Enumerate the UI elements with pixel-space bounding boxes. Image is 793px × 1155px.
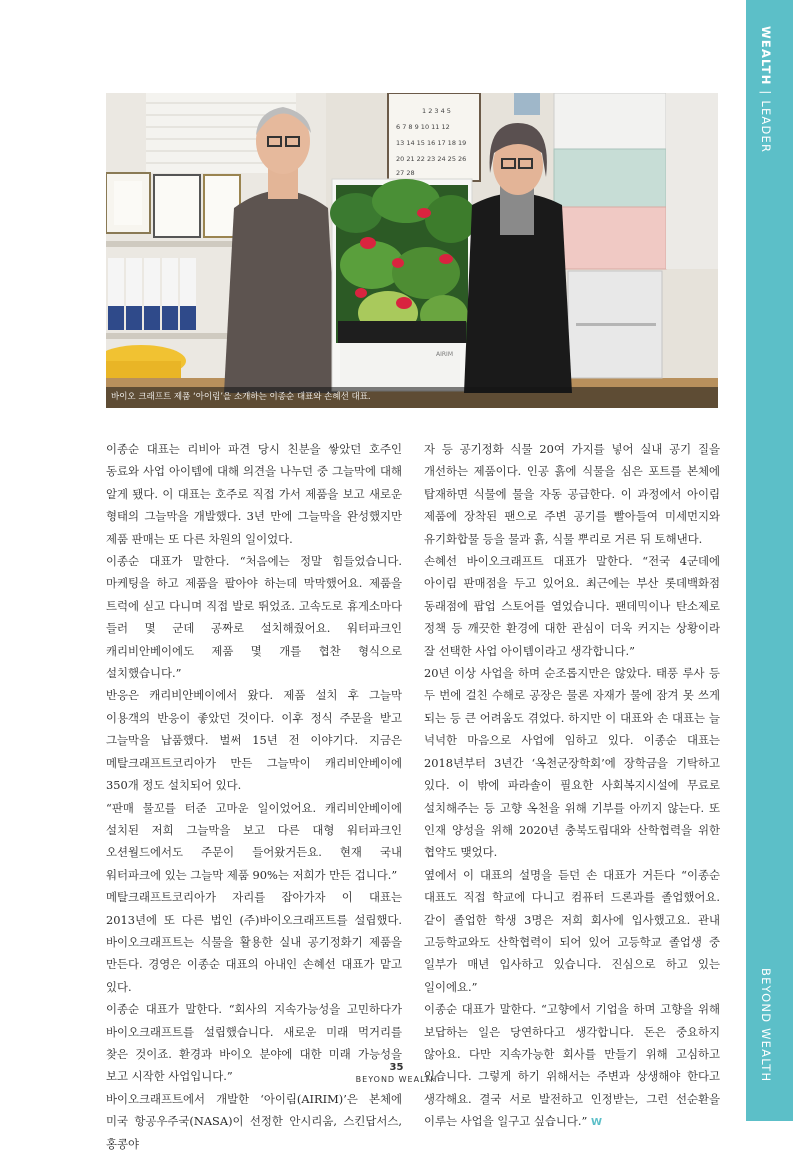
article-paragraph: 이종순 대표가 말한다. “회사의 지속가능성을 고민하다가 바이오크래프트를 설립했습니다. 새로운 미래 먹거리를 찾은 것이죠. 환경과 바이오 분야에 대한 미래 가능성을 보고 시작한 사업입니다.” <box>106 1002 402 1084</box>
photo-caption: 바이오 크래프트 제품 ‘아이림’을 소개하는 이종순 대표와 손혜선 대표. <box>111 392 371 402</box>
section-label-strong: WEALTH <box>759 26 773 86</box>
article-paragraph: 옆에서 이 대표의 설명을 듣던 손 대표가 거든다 “이종순 대표도 직접 학교에 다니고 컴퓨터 드론과를 졸업했어요. 같이 졸업한 학생 3명은 저희 회사에 입사했고요. 관내 고등학교와도 산학협력이 되어 있어 고등학교 졸업생 중 일부가 매년 입사하고 있습니다. 진심으로 하고 있는 일이에요.” <box>424 867 720 994</box>
calendar-row-3: 13 14 15 16 17 18 19 <box>396 139 467 147</box>
calendar-row-1: 1 2 3 4 5 <box>422 107 451 115</box>
section-label-separator: | <box>759 85 773 101</box>
article-paragraph: 이종순 대표는 리비아 파견 당시 친분을 쌓았던 호주인 동료와 사업 아이템에 대해 의견을 나누던 중 그늘막에 대해 알게 됐다. 이 대표는 호주로 직접 가서 제품을 보고 새로운 형태의 그늘막을 개발했다. 3년 만에 그늘막을 완성했지만 제품 판매는 또 다른 차원의 일이었다. <box>106 442 402 546</box>
folio-magazine-name: BEYOND WEALTH <box>355 1075 438 1084</box>
article-paragraph: 20년 이상 사업을 하며 순조롭지만은 않았다. 태풍 루사 등 두 번에 걸친 수해로 공장은 물론 자재가 물에 잠겨 못 쓰게 되는 등 큰 어려움도 겪었다. 하지만 이 대표와 손 대표는 늘 넉넉한 마음으로 사업에 임하고 있다. 이종순 대표는 2018년부터 3년간 ‘옥천군장학회’에 장학금을 기탁하고 있다. 이 밖에 파라솔이 필요한 사회복지시설에 무료로 설치해주는 등 고향 옥천을 위해 기부를 아끼지 않는다. 또 인재 양성을 위해 2020년 충북도립대와 산학협력을 위한 협약도 맺었다. <box>424 666 720 860</box>
article-paragraph: 메탈크래프트코리아가 자리를 잡아가자 이 대표는 2013년에 또 다른 법인 (주)바이오크래프트를 설립했다. 바이오크래프트는 식물을 활용한 실내 공기정화기 제품을 만든다. 경영은 이종순 대표의 아내인 손혜선 대표가 맡고 있다. <box>106 890 402 994</box>
article-left-column <box>106 438 402 1155</box>
article-paragraph: 손혜선 바이오크래프트 대표가 말한다. “전국 4군데에 아이림 판매점을 두고 있어요. 최근에는 부산 롯데백화점 동래점에 팝업 스토어를 열었습니다. 팬데믹이나 탄소제로 정책 등 깨끗한 환경에 대한 관심이 더욱 커지는 상황이라 잘 선택한 사업 아이템이라고 생각합니다.” <box>424 554 720 658</box>
photo-illustration <box>106 93 718 408</box>
article-paragraph: 자 등 공기정화 식물 20여 가지를 넣어 실내 공기 질을 개선하는 제품이다. 인공 흙에 식물을 심은 포트를 본체에 탑재하면 식물에 물을 자동 공급한다. 이 과정에서 아이림 제품에 장착된 팬으로 주변 공기를 빨아들여 미세먼지와 유기화합물 등을 물과 흙, 식물 뿌리로 거른 뒤 토해낸다. <box>424 442 720 546</box>
article-paragraph: 이종순 대표가 말한다. “처음에는 정말 힘들었습니다. 마케팅을 하고 제품을 팔아야 하는데 막막했어요. 제품을 트럭에 싣고 다니며 직접 발로 뛰었죠. 고속도로 휴게소마다 들러 몇 군데 공짜로 설치해줬어요. 워터파크인 캐리비안베이에도 제품 몇 개를 협찬 형식으로 설치했습니다.” <box>106 554 402 681</box>
article-right-column <box>424 438 720 1135</box>
page-number: 35 <box>389 1062 404 1073</box>
product-brand-label: AIRIM <box>436 351 453 358</box>
article-paragraph: 반응은 캐리비안베이에서 왔다. 제품 설치 후 그늘막 이용객의 반응이 좋았던 것이다. 이후 정식 주문을 받고 그늘막을 납품했다. 벌써 15년 전 이야기다. 지금은 메탈크래프트코리아가 만든 그늘막이 캐리비안베이에 350개 정도 설치되어 있다. <box>106 688 402 793</box>
section-label <box>759 26 773 153</box>
end-mark-icon: W <box>590 1117 603 1129</box>
calendar-row-4: 20 21 22 23 24 25 26 <box>396 155 467 163</box>
page-folio <box>0 1062 793 1085</box>
article-paragraph: 바이오크래프트에서 개발한 ‘아이림(AIRIM)’은 본체에 미국 항공우주국(NASA)이 선정한 안시리움, 스킨답서스, 홍콩야 <box>106 1091 402 1151</box>
article-last-text: 이종순 대표가 말한다. “고향에서 기업을 하며 고향을 위해 보답하는 일은 당연하다고 생각합니다. 돈은 중요하지 않아요. 다만 지속가능한 회사를 만들기 위해 고심하고 있습니다. 그렇게 하기 위해서는 주변과 상생해야 한다고 생각해요. 결국 서로 발전하고 인정받는, 그런 선순환을 이루는 사업을 일구고 싶습니다.” <box>424 1002 720 1129</box>
section-label-sub: LEADER <box>759 100 773 154</box>
sidebar-magazine-name: BEYOND WEALTH <box>759 968 773 1083</box>
calendar-row-2: 6 7 8 9 10 11 12 <box>396 123 450 131</box>
section-sidebar <box>746 0 793 1121</box>
feature-photo <box>106 93 718 408</box>
calendar-row-5: 27 28 <box>396 169 415 177</box>
article-paragraph: “판매 물꼬를 터준 고마운 일이었어요. 캐리비안베이에 설치된 저희 그늘막을 보고 다른 대형 워터파크인 오션월드에서도 주문이 들어왔거든요. 현재 국내 워터파크에 있는 그늘막 제품 90%는 저희가 만든 겁니다.” <box>106 800 402 882</box>
